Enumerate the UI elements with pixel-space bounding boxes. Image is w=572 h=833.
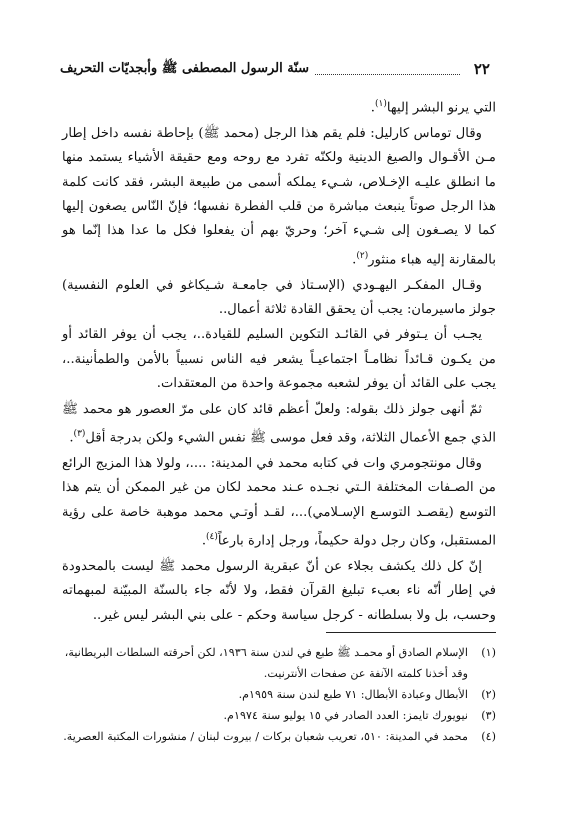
footnote-item bbox=[62, 642, 496, 684]
footnote-ref[interactable]: (٢) bbox=[356, 250, 369, 261]
footnote-text: محمد في المدينة: ٥١٠، تعريب شعبان بركات / بيروت لبنان / منشورات المكتبة العصرية. bbox=[63, 730, 468, 743]
footnote-text: نيويورك تايمز: العدد الصادر في ١٥ يوليو سنة ١٩٧٤م. bbox=[223, 709, 468, 722]
footnote-text: الأبطال وعبادة الأبطال: ٧١ طبع لندن سنة ١٩٥٩م. bbox=[238, 688, 468, 701]
running-header bbox=[60, 58, 490, 80]
footnote-item bbox=[62, 684, 496, 705]
footnote-ref[interactable]: (١) bbox=[375, 99, 387, 109]
header-leader-dots bbox=[315, 64, 460, 75]
paragraph-leader-qualities: يجـب أن يـتوفر في القائـد التكوين السليم للقيادة..، يجب أن يوفر القائد أو من يكـون قـائداً نظامـاً اجتماعيـاً يشعر فيه الناس نسبياً بالأمن والطمأنينة..، يجب على القائد أن يوفر لشعبه مجموعة واحدة من المعتقدات. bbox=[62, 327, 496, 392]
footnote-item bbox=[62, 705, 496, 726]
footnotes bbox=[62, 642, 496, 747]
footnote-number: (٣) bbox=[481, 709, 496, 722]
running-title: سنّة الرسول المصطفى ﷺ وأبجديّات التحريف bbox=[60, 60, 310, 76]
paragraph-conclusion: إنّ كل ذلك يكشف بجلاء عن أنّ عبقرية الرسول محمد ﷺ ليست بالمحدودة في إطار أنّه ناء بعبء تبليغ القرآن فقط، ولا لأنّه جاء بالسنّة المبيّنة لمبهماته وحسب، بل ولا بسلطانه - كرجل سياسة وحكم - على بني البشر ليس غير.. bbox=[62, 558, 496, 623]
paragraph-carlyle: وقال توماس كارليل: فلم يقم هذا الرجل (محمد ﷺ) بإحاطة نفسه داخل إطار مـن الأقـوال والصيغ الدينية ولكنّه تفرد مع روحه ومع حقيقة الأشياء يستمد منها ما انطلق عليـه الإخـلاص، شـيء يملكه أسمى من طبيعة البشر، فقد كانت كلمة هذا الرجل صوتاً ينبعث مباشرة من قلب الفطرة نفسها؛ فإنّ النّاس يصغون إليها كما لا يصـغون إلى شـيء آخر؛ وحريّ بهم أن يفعلوا فكل ما عدا هذا إنّما هو بالمقارنة إليه هباء منثور$^{(٢)}$. bbox=[62, 125, 496, 268]
footnote-number: (٤) bbox=[481, 730, 496, 743]
paragraph-jules-conclusion: ثمّ أنهى جولز ذلك بقوله: ولعلّ أعظم قائد كان على مرّ العصور هو محمد ﷺ الذي جمع الأعمال الثلاثة، وقد فعل موسى ﷺ نفس الشيء ولكن بدرجة أقل$^{(٣)}$. bbox=[62, 401, 496, 446]
footnote-separator bbox=[326, 632, 496, 633]
footnote-ref[interactable]: (٣) bbox=[73, 429, 86, 440]
footnote-text: الإسلام الصادق أو محمـد ﷺ طبع في لندن سنة ١٩٣٦، لكن أحرقته السلطات البريطانية، وقد أخذنا كلمته الآنفة عن صفحات الأنترنيت. bbox=[64, 646, 468, 680]
footnote-number: (١) bbox=[481, 646, 496, 659]
page-number: ٢٢ bbox=[473, 60, 490, 78]
main-text bbox=[62, 92, 496, 629]
footnote-ref[interactable]: (٤) bbox=[206, 532, 218, 543]
paragraph-masserman: وقـال المفكـر اليهـودي (الإسـتاذ في جامعـة شـيكاغو في العلوم النفسية) جولز ماسيرمان: يجب أن يحقق القادة ثلاثة أعمال.. bbox=[62, 277, 496, 318]
footnote-item bbox=[62, 726, 496, 747]
footnote-number: (٢) bbox=[481, 688, 496, 701]
paragraph-montgomery-watt: وقال مونتجومري وات في كتابه محمد في المدينة: ....، ولولا هذا المزيج الرائع من الصـفات المختلفة الـتي نجـده عـند محمد لكان من غير الممكن أن يتم هذا التوسع (يقصـد التوسـع الإسـلامي)...، لقـد أوتـي محمد موهبة خاصة على رؤية المستقبل، وكان رجل دولة حكيماً، ورجل إدارة بارعاً$^{(٤)}$. bbox=[62, 455, 496, 549]
paragraph-continuation: التي يرنو البشر إليها$^{(١)}$. bbox=[370, 99, 496, 116]
